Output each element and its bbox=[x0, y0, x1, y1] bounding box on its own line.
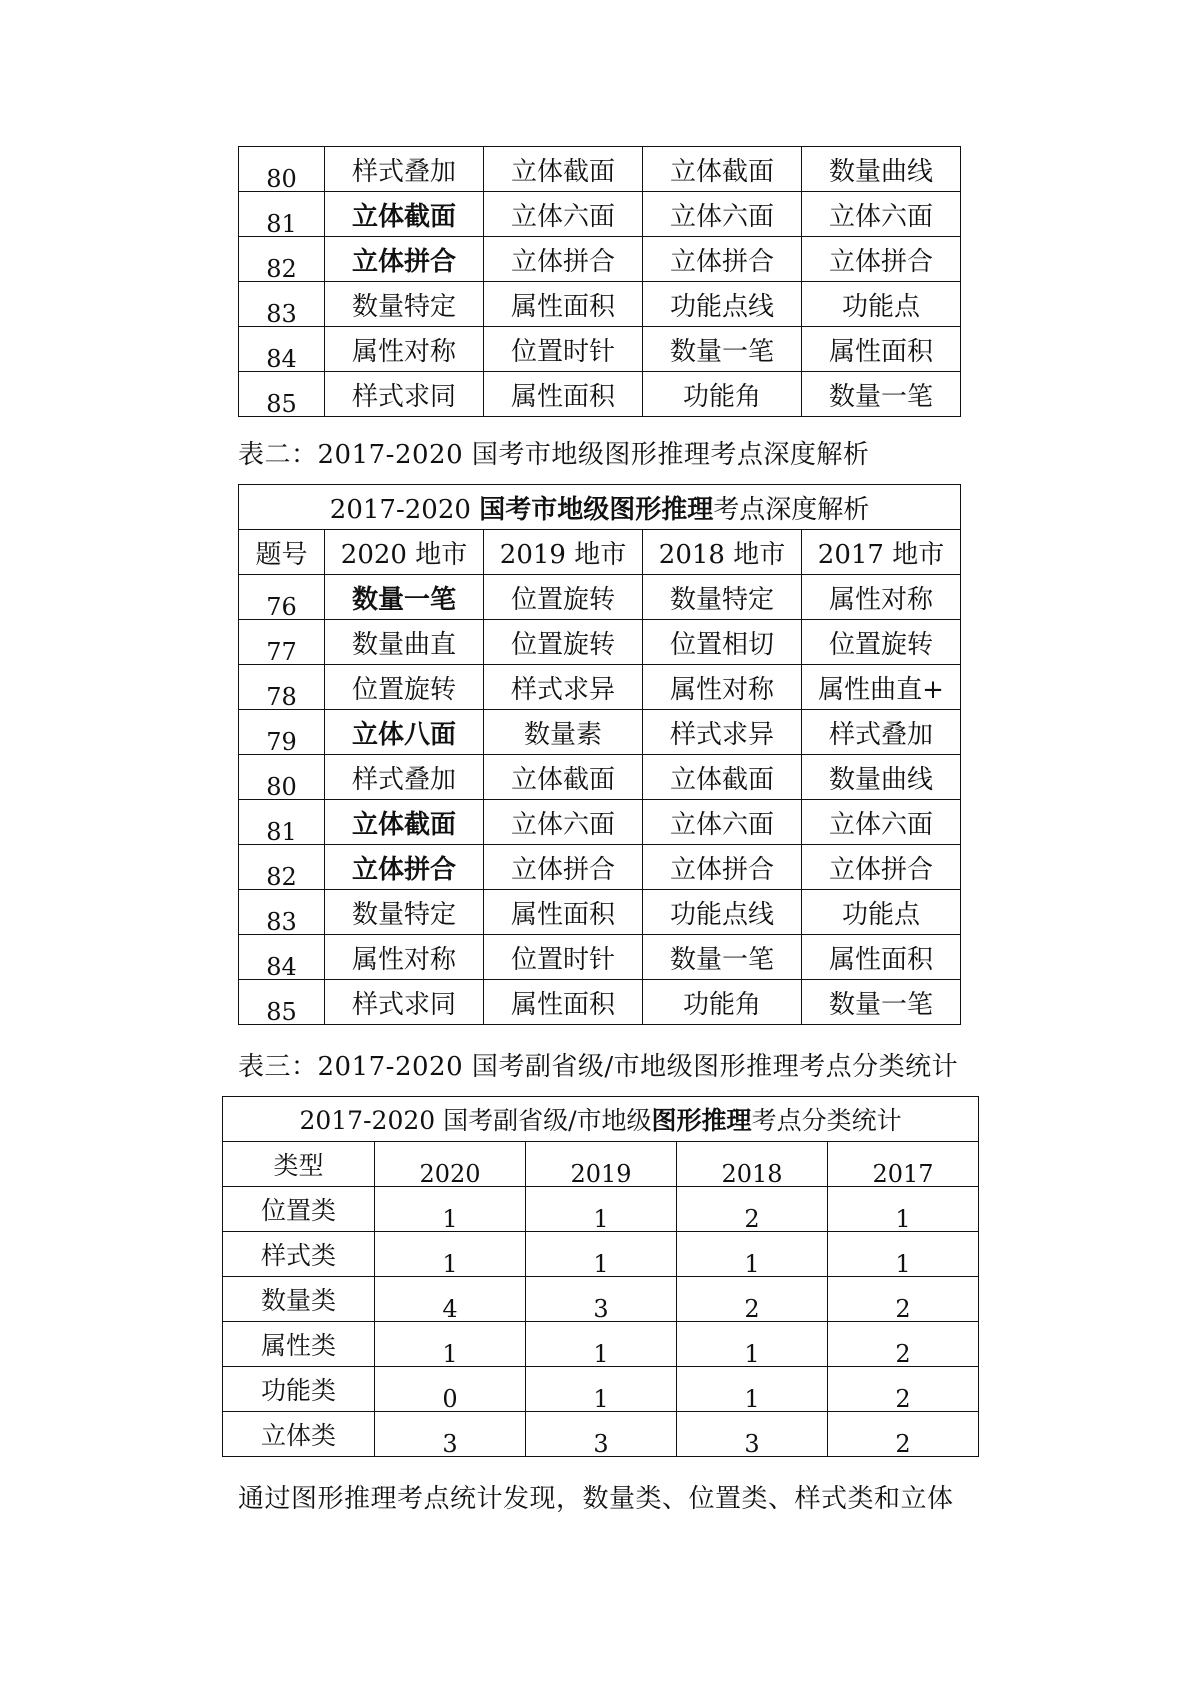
count-2020: 4 bbox=[375, 1277, 526, 1322]
cell-2019: 位置时针 bbox=[484, 935, 643, 980]
header-cell: 2018 地市 bbox=[643, 530, 802, 575]
count-2019: 1 bbox=[526, 1322, 677, 1367]
cell-2020: 立体截面 bbox=[325, 192, 484, 237]
cell-2020: 属性对称 bbox=[325, 935, 484, 980]
cell-2018: 立体六面 bbox=[643, 800, 802, 845]
table-continued bbox=[238, 146, 961, 417]
cell-2019: 立体拼合 bbox=[484, 845, 643, 890]
cell-2020: 样式叠加 bbox=[325, 755, 484, 800]
cell-2017: 数量一笔 bbox=[802, 372, 961, 417]
type-label: 样式类 bbox=[223, 1232, 375, 1277]
count-2018: 2 bbox=[677, 1187, 828, 1232]
table-header-row bbox=[223, 1142, 979, 1187]
question-number: 81 bbox=[239, 192, 325, 237]
cell-2020: 位置旋转 bbox=[325, 665, 484, 710]
table-row bbox=[239, 935, 961, 980]
table-row bbox=[239, 755, 961, 800]
cell-2018: 功能角 bbox=[643, 980, 802, 1025]
table-3 bbox=[222, 1096, 979, 1457]
table-row bbox=[239, 192, 961, 237]
cell-2020: 立体截面 bbox=[325, 800, 484, 845]
cell-2017: 属性曲直+ bbox=[802, 665, 961, 710]
cell-2020: 立体拼合 bbox=[325, 845, 484, 890]
cell-2020: 立体八面 bbox=[325, 710, 484, 755]
question-number: 84 bbox=[239, 935, 325, 980]
count-2017: 2 bbox=[828, 1322, 979, 1367]
cell-2019: 数量素 bbox=[484, 710, 643, 755]
table-row bbox=[239, 710, 961, 755]
header-cell: 题号 bbox=[239, 530, 325, 575]
cell-2019: 位置时针 bbox=[484, 327, 643, 372]
cell-2017: 立体六面 bbox=[802, 800, 961, 845]
count-2017: 2 bbox=[828, 1367, 979, 1412]
table-row bbox=[239, 980, 961, 1025]
count-2020: 1 bbox=[375, 1232, 526, 1277]
title-prefix: 2017-2020 bbox=[329, 494, 480, 525]
cell-2020: 立体拼合 bbox=[325, 237, 484, 282]
title-suffix: 考点深度解析 bbox=[713, 494, 870, 525]
table-row bbox=[239, 282, 961, 327]
table-title-row bbox=[223, 1097, 979, 1142]
count-2018: 1 bbox=[677, 1367, 828, 1412]
cell-2020: 数量曲直 bbox=[325, 620, 484, 665]
cell-2019: 立体六面 bbox=[484, 800, 643, 845]
count-2017: 2 bbox=[828, 1412, 979, 1457]
cell-2018: 数量特定 bbox=[643, 575, 802, 620]
header-cell: 2017 地市 bbox=[802, 530, 961, 575]
count-2018: 3 bbox=[677, 1412, 828, 1457]
title-emphasis: 图形推理 bbox=[651, 1106, 752, 1135]
question-number: 84 bbox=[239, 327, 325, 372]
cell-2018: 立体六面 bbox=[643, 192, 802, 237]
title-emphasis: 国考市地级图形推理 bbox=[479, 494, 714, 525]
cell-2020: 样式叠加 bbox=[325, 147, 484, 192]
title-suffix: 考点分类统计 bbox=[751, 1106, 902, 1135]
table-row bbox=[239, 890, 961, 935]
question-number: 85 bbox=[239, 372, 325, 417]
table-3-caption: 表三：2017-2020 国考副省级/市地级图形推理考点分类统计 bbox=[238, 1052, 959, 1082]
table-row bbox=[223, 1187, 979, 1232]
table-header-row bbox=[239, 530, 961, 575]
table-row bbox=[239, 327, 961, 372]
table-row bbox=[239, 147, 961, 192]
question-number: 80 bbox=[239, 147, 325, 192]
cell-2018: 立体拼合 bbox=[643, 237, 802, 282]
cell-2017: 功能点 bbox=[802, 890, 961, 935]
count-2018: 1 bbox=[677, 1322, 828, 1367]
count-2019: 1 bbox=[526, 1367, 677, 1412]
type-label: 功能类 bbox=[223, 1367, 375, 1412]
header-cell: 2019 地市 bbox=[484, 530, 643, 575]
cell-2018: 功能角 bbox=[643, 372, 802, 417]
count-2020: 3 bbox=[375, 1412, 526, 1457]
cell-2019: 属性面积 bbox=[484, 980, 643, 1025]
cell-2017: 位置旋转 bbox=[802, 620, 961, 665]
cell-2019: 立体截面 bbox=[484, 147, 643, 192]
count-2020: 0 bbox=[375, 1367, 526, 1412]
cell-2017: 属性面积 bbox=[802, 935, 961, 980]
count-2019: 3 bbox=[526, 1277, 677, 1322]
cell-2018: 数量一笔 bbox=[643, 935, 802, 980]
cell-2019: 位置旋转 bbox=[484, 620, 643, 665]
question-number: 80 bbox=[239, 755, 325, 800]
type-label: 数量类 bbox=[223, 1277, 375, 1322]
cell-2018: 立体拼合 bbox=[643, 845, 802, 890]
question-number: 76 bbox=[239, 575, 325, 620]
cell-2020: 数量特定 bbox=[325, 890, 484, 935]
type-label: 立体类 bbox=[223, 1412, 375, 1457]
table-2-caption: 表二：2017-2020 国考市地级图形推理考点深度解析 bbox=[238, 440, 870, 470]
cell-2017: 属性面积 bbox=[802, 327, 961, 372]
table-row bbox=[223, 1232, 979, 1277]
cell-2019: 属性面积 bbox=[484, 372, 643, 417]
table-row bbox=[239, 845, 961, 890]
cell-2019: 立体拼合 bbox=[484, 237, 643, 282]
cell-2018: 立体截面 bbox=[643, 147, 802, 192]
cell-2017: 数量一笔 bbox=[802, 980, 961, 1025]
cell-2017: 立体六面 bbox=[802, 192, 961, 237]
count-2017: 1 bbox=[828, 1187, 979, 1232]
count-2017: 2 bbox=[828, 1277, 979, 1322]
cell-2020: 数量一笔 bbox=[325, 575, 484, 620]
question-number: 83 bbox=[239, 282, 325, 327]
cell-2018: 属性对称 bbox=[643, 665, 802, 710]
cell-2018: 样式求异 bbox=[643, 710, 802, 755]
table-2 bbox=[238, 484, 961, 1025]
cell-2018: 立体截面 bbox=[643, 755, 802, 800]
cell-2019: 立体截面 bbox=[484, 755, 643, 800]
cell-2017: 立体拼合 bbox=[802, 845, 961, 890]
header-cell: 2020 地市 bbox=[325, 530, 484, 575]
question-number: 85 bbox=[239, 980, 325, 1025]
table-title-row bbox=[239, 485, 961, 530]
table-row bbox=[239, 800, 961, 845]
count-2018: 1 bbox=[677, 1232, 828, 1277]
cell-2017: 功能点 bbox=[802, 282, 961, 327]
cell-2020: 样式求同 bbox=[325, 372, 484, 417]
table-row bbox=[239, 372, 961, 417]
cell-2019: 属性面积 bbox=[484, 282, 643, 327]
table-row bbox=[239, 620, 961, 665]
count-2019: 1 bbox=[526, 1232, 677, 1277]
table-row bbox=[223, 1367, 979, 1412]
cell-2018: 功能点线 bbox=[643, 282, 802, 327]
cell-2019: 位置旋转 bbox=[484, 575, 643, 620]
table-row bbox=[239, 575, 961, 620]
question-number: 83 bbox=[239, 890, 325, 935]
type-label: 属性类 bbox=[223, 1322, 375, 1367]
header-cell: 2020 bbox=[375, 1142, 526, 1187]
cell-2017: 数量曲线 bbox=[802, 147, 961, 192]
table-row bbox=[239, 237, 961, 282]
table-row bbox=[223, 1322, 979, 1367]
cell-2017: 立体拼合 bbox=[802, 237, 961, 282]
count-2019: 1 bbox=[526, 1187, 677, 1232]
table-3-title bbox=[223, 1097, 979, 1142]
cell-2018: 功能点线 bbox=[643, 890, 802, 935]
header-cell: 2019 bbox=[526, 1142, 677, 1187]
cell-2017: 样式叠加 bbox=[802, 710, 961, 755]
question-number: 81 bbox=[239, 800, 325, 845]
table-2-title bbox=[239, 485, 961, 530]
cell-2018: 位置相切 bbox=[643, 620, 802, 665]
table-row bbox=[239, 665, 961, 710]
cell-2020: 数量特定 bbox=[325, 282, 484, 327]
type-label: 位置类 bbox=[223, 1187, 375, 1232]
cell-2017: 数量曲线 bbox=[802, 755, 961, 800]
count-2017: 1 bbox=[828, 1232, 979, 1277]
header-cell: 2017 bbox=[828, 1142, 979, 1187]
count-2020: 1 bbox=[375, 1322, 526, 1367]
question-number: 78 bbox=[239, 665, 325, 710]
question-number: 82 bbox=[239, 845, 325, 890]
count-2019: 3 bbox=[526, 1412, 677, 1457]
question-number: 77 bbox=[239, 620, 325, 665]
cell-2020: 样式求同 bbox=[325, 980, 484, 1025]
cell-2017: 属性对称 bbox=[802, 575, 961, 620]
question-number: 82 bbox=[239, 237, 325, 282]
question-number: 79 bbox=[239, 710, 325, 755]
header-cell: 类型 bbox=[223, 1142, 375, 1187]
table-row bbox=[223, 1277, 979, 1322]
cell-2019: 样式求异 bbox=[484, 665, 643, 710]
cell-2019: 立体六面 bbox=[484, 192, 643, 237]
count-2018: 2 bbox=[677, 1277, 828, 1322]
cell-2019: 属性面积 bbox=[484, 890, 643, 935]
header-cell: 2018 bbox=[677, 1142, 828, 1187]
count-2020: 1 bbox=[375, 1187, 526, 1232]
cell-2020: 属性对称 bbox=[325, 327, 484, 372]
table-row bbox=[223, 1412, 979, 1457]
body-paragraph: 通过图形推理考点统计发现，数量类、位置类、样式类和立体 bbox=[238, 1484, 954, 1514]
title-prefix: 2017-2020 国考副省级/市地级 bbox=[299, 1106, 652, 1135]
cell-2018: 数量一笔 bbox=[643, 327, 802, 372]
